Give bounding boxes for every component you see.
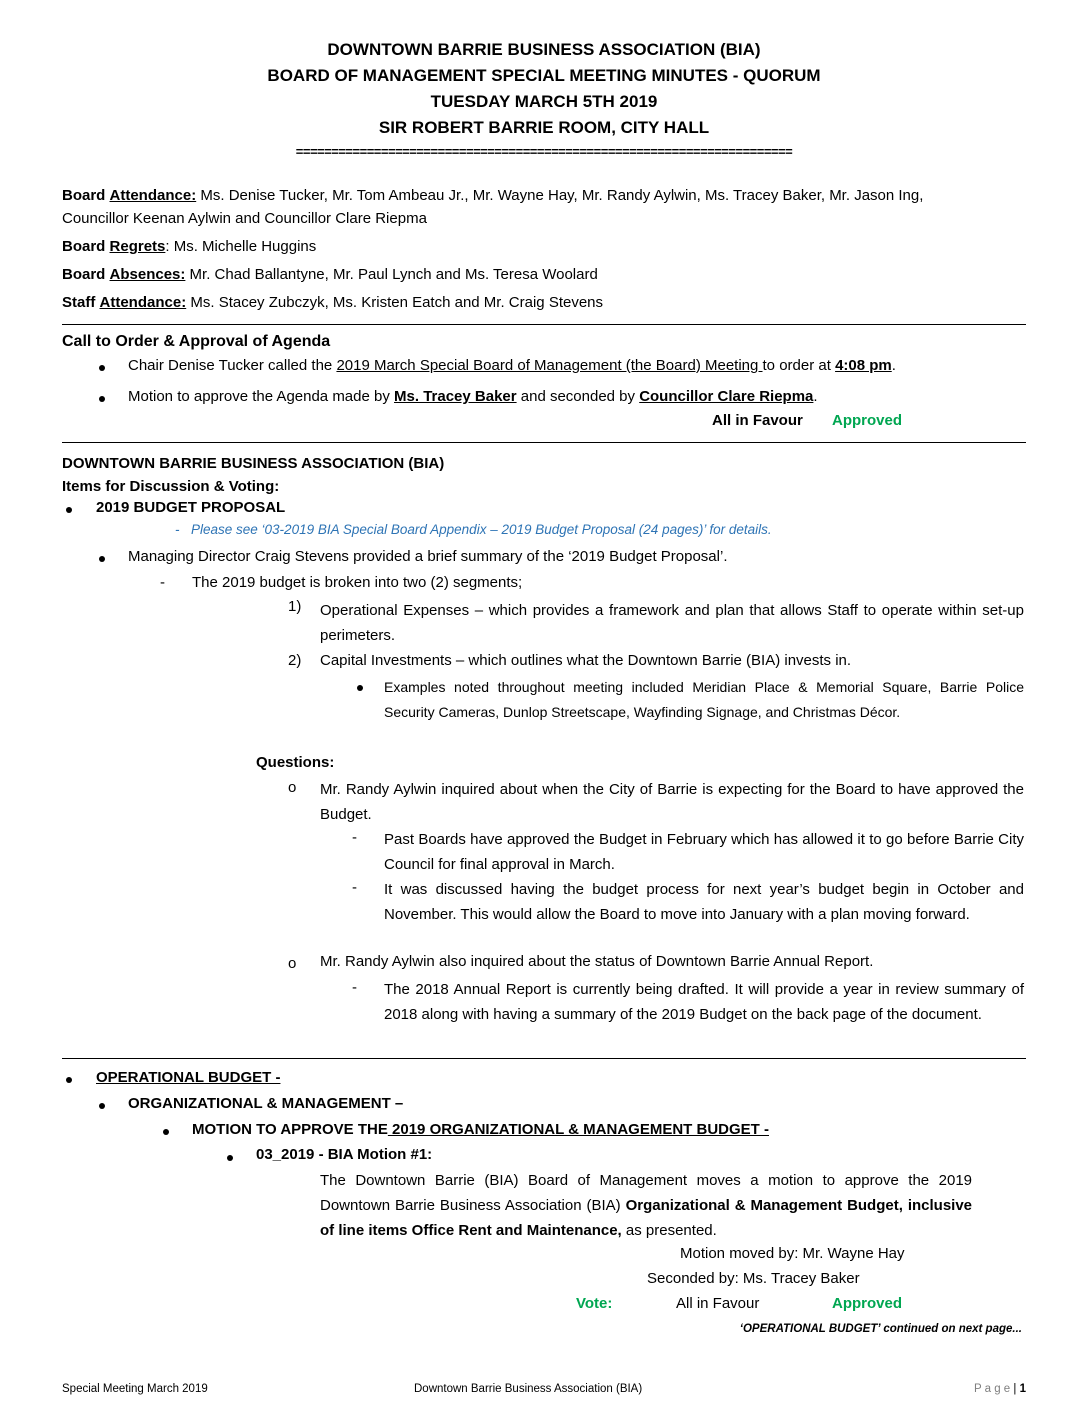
- board-regrets: Board Regrets: Ms. Michelle Huggins: [62, 238, 317, 255]
- bullet-icon: [66, 1077, 72, 1083]
- examples-text: Examples noted throughout meeting included Meridian Place & Memorial Square, Barrie Police Security Cameras, Dunlop Streetscape, Wayfinding Signage, and Christmas Décor.: [384, 679, 1024, 720]
- dash-marker: -: [352, 979, 357, 996]
- appendix-note: Please see ‘03-2019 BIA Special Board Appendix – 2019 Budget Proposal (24 pages)’ for details.: [191, 522, 772, 537]
- org-mgmt-heading: ORGANIZATIONAL & MANAGEMENT –: [128, 1095, 404, 1112]
- divider: [62, 1058, 1026, 1059]
- segment-2-text: Capital Investments – which outlines what the Downtown Barrie (BIA) invests in.: [320, 652, 852, 669]
- motion-text: The Downtown Barrie (BIA) Board of Management moves a motion to approve the 2019 Downtown Barrie Business Association (BIA) Organizational & Management Budget, inclusive of line items Office Rent and Maintenance, as presented.: [320, 1172, 973, 1239]
- call-to-order-heading: Call to Order & Approval of Agenda: [62, 333, 331, 350]
- bullet-icon: [357, 685, 363, 691]
- bullet-icon: [227, 1155, 233, 1161]
- footer-left: Special Meeting March 2019: [62, 1383, 208, 1395]
- divider: [62, 324, 1026, 325]
- items-label: Items for Discussion & Voting:: [62, 478, 280, 495]
- question-2-answer: The 2018 Annual Report is currently being drafted. It will provide a year in review summary of 2018 along with having a summary of the 2019 Budget on the back page of the document.: [384, 981, 1024, 1023]
- staff-attendance: Staff Attendance: Ms. Stacey Zubczyk, Ms. Kristen Eatch and Mr. Craig Stevens: [62, 294, 604, 311]
- header-line-1: DOWNTOWN BARRIE BUSINESS ASSOCIATION (BIA): [327, 40, 761, 59]
- segment-2-number: 2): [288, 652, 302, 669]
- motion-number: 03_2019 - BIA Motion #1:: [256, 1146, 433, 1163]
- motion-heading: MOTION TO APPROVE THE 2019 ORGANIZATIONAL & MANAGEMENT BUDGET -: [192, 1121, 769, 1138]
- org-heading: DOWNTOWN BARRIE BUSINESS ASSOCIATION (BIA): [62, 455, 445, 472]
- budget-heading: 2019 BUDGET PROPOSAL: [96, 499, 286, 516]
- board-attendance: Board Attendance: Ms. Denise Tucker, Mr. Tom Ambeau Jr., Mr. Wayne Hay, Mr. Randy Aylwin, Ms. Tracey Baker, Mr. Jason Ing,: [62, 187, 924, 204]
- questions-label: Questions:: [256, 754, 335, 771]
- bullet-icon: [99, 556, 105, 562]
- bullet-icon: [99, 365, 105, 371]
- question-2: Mr. Randy Aylwin also inquired about the status of Downtown Barrie Annual Report.: [320, 953, 874, 970]
- question-1: Mr. Randy Aylwin inquired about when the City of Barrie is expecting for the Board to have approved the Budget.: [320, 781, 1024, 823]
- motion-moved-by: Motion moved by: Mr. Wayne Hay: [680, 1245, 905, 1262]
- dash-marker: -: [352, 879, 357, 896]
- circle-bullet-icon: o: [288, 955, 297, 972]
- dash-marker: -: [352, 829, 357, 846]
- bullet-icon: [99, 1103, 105, 1109]
- bullet-icon: [99, 396, 105, 402]
- agenda-vote-result: Approved: [832, 412, 903, 429]
- circle-bullet-icon: o: [288, 779, 297, 796]
- segment-1-text: Operational Expenses – which provides a framework and plan that allows Staff to operate within set-up perimeters.: [320, 602, 1024, 644]
- divider: [62, 442, 1026, 443]
- question-1-answer-a: Past Boards have approved the Budget in February which has allowed it to go before Barrie City Council for final approval in March.: [384, 831, 1024, 873]
- call-to-order-item: Chair Denise Tucker called the 2019 March Special Board of Management (the Board) Meeting to order at 4:08 pm.: [128, 357, 896, 374]
- header-line-3: TUESDAY MARCH 5TH 2019: [430, 92, 658, 111]
- continued-note: ‘OPERATIONAL BUDGET’ continued on next page...: [739, 1323, 1022, 1335]
- motion-vote-result: Approved: [832, 1295, 903, 1312]
- appendix-note-dash: -: [175, 522, 180, 537]
- segment-1-number: 1): [288, 598, 302, 615]
- footer-page: P a g e | 1: [973, 1383, 1026, 1395]
- header-line-2: BOARD OF MANAGEMENT SPECIAL MEETING MINUTES - QUORUM: [267, 66, 821, 85]
- agenda-vote-text: All in Favour: [712, 412, 803, 429]
- bullet-icon: [66, 507, 72, 513]
- header-line-4: SIR ROBERT BARRIE ROOM, CITY HALL: [378, 118, 710, 137]
- question-1-answer-b: It was discussed having the budget process for next year’s budget begin in October and November. This would allow the Board to move into January with a plan moving forward.: [384, 881, 1024, 923]
- dash-marker: -: [160, 574, 165, 591]
- segments-text: The 2019 budget is broken into two (2) segments;: [192, 574, 523, 591]
- operational-heading: OPERATIONAL BUDGET -: [96, 1069, 281, 1086]
- header-separator: ======================================================================: [295, 144, 793, 159]
- budget-summary: Managing Director Craig Stevens provided a brief summary of the ‘2019 Budget Proposal’.: [128, 548, 728, 565]
- motion-vote-text: All in Favour: [676, 1295, 760, 1312]
- agenda-motion-item: Motion to approve the Agenda made by Ms. Tracey Baker and seconded by Councillor Clare Riepma.: [128, 388, 818, 405]
- footer-center: Downtown Barrie Business Association (BIA): [414, 1383, 643, 1395]
- board-absences: Board Absences: Mr. Chad Ballantyne, Mr. Paul Lynch and Ms. Teresa Woolard: [62, 266, 598, 283]
- motion-vote-label: Vote:: [576, 1295, 613, 1312]
- motion-seconded-by: Seconded by: Ms. Tracey Baker: [647, 1270, 860, 1287]
- bullet-icon: [163, 1129, 169, 1135]
- board-attendance-cont: Councillor Keenan Aylwin and Councillor Clare Riepma: [62, 210, 427, 227]
